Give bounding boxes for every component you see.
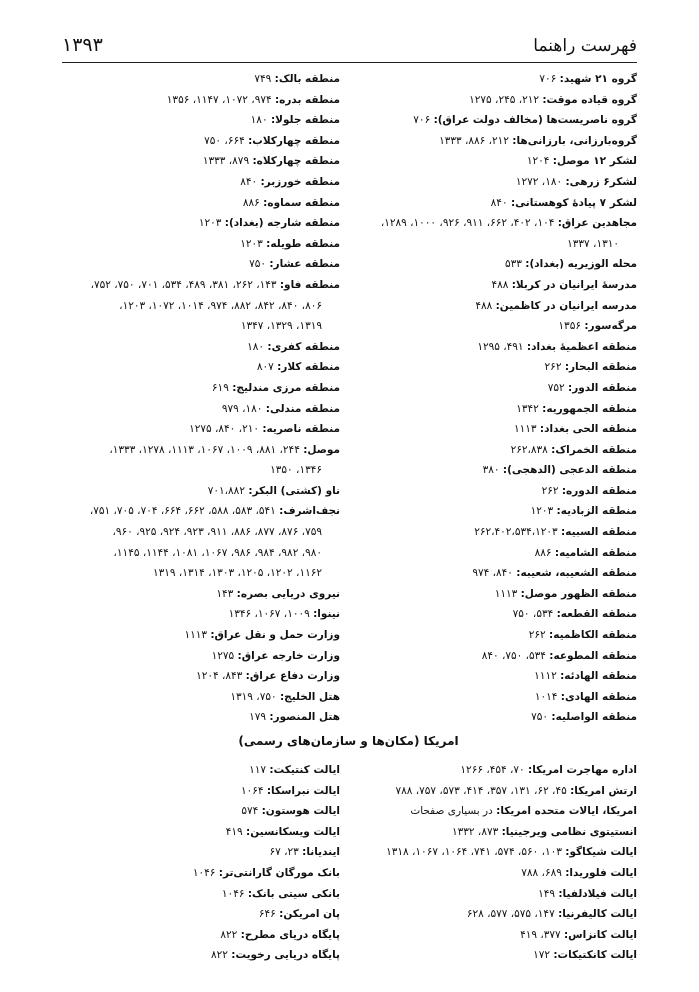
index-pages: ۲۴۴، ۸۸۱، ۱۰۰۹، ۱۰۶۷، ۱۱۱۳، ۱۲۷۸، ۱۳۳۳، bbox=[109, 443, 300, 456]
index-entry bbox=[352, 254, 637, 275]
index-term: گروه ۲۱ شهید: bbox=[559, 73, 637, 85]
index-pages: ۵۳۴، ۷۵۰، ۸۴۰ bbox=[481, 649, 546, 662]
index-pages: ۸۷۳، ۱۳۳۲ bbox=[452, 825, 499, 838]
index-entry bbox=[60, 604, 340, 625]
index-entry bbox=[352, 822, 637, 843]
index-entry bbox=[60, 801, 340, 822]
index-entry bbox=[60, 419, 340, 440]
index-term: وزارت خارجه عراق: bbox=[237, 649, 340, 662]
index-entry bbox=[352, 357, 637, 378]
index-term: منطقه الکاظمیه: bbox=[549, 629, 637, 642]
index-entry bbox=[60, 863, 340, 884]
index-pages: ۱۸۰، ۹۷۹ bbox=[221, 402, 263, 415]
index-entry bbox=[352, 563, 637, 584]
index-term: ایالت فیلادلفیا: bbox=[558, 887, 637, 900]
index-term: منطقه الزبادیه: bbox=[556, 505, 637, 518]
index-pages: ۲۶۲،۸۳۸ bbox=[510, 443, 548, 456]
index-term: مدرسهٔ ایرانیان در کربلا: bbox=[511, 278, 637, 291]
index-pages: ۳۷۷، ۴۱۹ bbox=[520, 928, 561, 941]
index-pages: ۱۱۱۳ bbox=[494, 587, 518, 600]
index-pages: ۶۱۹ bbox=[211, 381, 229, 394]
index-pages: ۲۶۲ bbox=[528, 629, 546, 642]
index-term: ایالت نبراسکا: bbox=[266, 784, 340, 797]
index-term: مجاهدین عراق: bbox=[557, 217, 637, 230]
index-pages: در بسیاری صفحات bbox=[410, 805, 493, 818]
index-term: هتل المنصور: bbox=[269, 711, 340, 724]
index-pages: ۷۴۹ bbox=[254, 73, 272, 85]
index-pages: ۷۵۰، ۱۳۱۹ bbox=[230, 690, 277, 703]
page-number: ۱۳۹۳ bbox=[62, 34, 103, 56]
index-entry bbox=[352, 666, 637, 687]
index-entry bbox=[60, 904, 340, 925]
index-pages: ۱۲۰۳ bbox=[530, 505, 554, 518]
index-entry bbox=[352, 863, 637, 884]
index-term: منطقه الشامیه: bbox=[554, 546, 637, 559]
index-term: منطقه خورزبر: bbox=[260, 175, 340, 188]
index-term: پان امریکن: bbox=[279, 908, 340, 921]
index-pages-continued: ۱۳۴۶، ۱۳۵۰ bbox=[270, 464, 322, 477]
index-entry bbox=[60, 501, 340, 522]
index-term: گروه قیاده موقت: bbox=[542, 93, 637, 106]
index-term: منطقه طویله: bbox=[266, 237, 340, 250]
index-entry bbox=[60, 666, 340, 687]
index-entry bbox=[60, 584, 340, 605]
index-term: ایالت ویسکانسین: bbox=[246, 825, 340, 838]
index-pages: ۴۸۸ bbox=[475, 299, 493, 312]
index-pages: ۲۱۲، ۲۴۵، ۱۲۷۵ bbox=[469, 93, 540, 106]
index-column-left-top bbox=[60, 69, 340, 728]
index-entry bbox=[60, 625, 340, 646]
index-entry bbox=[352, 399, 637, 420]
index-entry bbox=[352, 151, 637, 172]
index-term: منطقه الخمراک: bbox=[551, 443, 637, 456]
index-term: منطقه القطعه: bbox=[556, 608, 637, 621]
index-entry bbox=[60, 646, 340, 667]
page-header bbox=[62, 34, 637, 63]
index-entry bbox=[60, 131, 340, 152]
index-pages: ۱۸۰، ۱۲۷۲ bbox=[515, 175, 563, 188]
index-term: نینوا: bbox=[313, 608, 340, 621]
index-pages: ۸۴۰، ۹۷۴ bbox=[472, 567, 513, 580]
index-term: امریکا، ایالات متحده امریکا: bbox=[496, 805, 637, 818]
running-title: فهرست راهنما bbox=[533, 36, 637, 56]
index-entry bbox=[60, 707, 340, 728]
index-pages: ۱۳۵۶ bbox=[558, 320, 581, 333]
index-term: ناو (کشتی) البکر: bbox=[248, 484, 340, 497]
index-term: منطقه الدعجی (الدهجی): bbox=[502, 464, 637, 477]
index-entry bbox=[352, 707, 637, 728]
index-pages: ۴۸۸ bbox=[491, 278, 509, 291]
index-term: گروه‌بارزانی، بارزانی‌ها: bbox=[512, 134, 637, 147]
index-term: منطقه البحار: bbox=[564, 361, 637, 374]
index-pages: ۱۰۰۹، ۱۰۶۷، ۱۳۴۶ bbox=[228, 608, 310, 621]
index-pages: ۶۸۹، ۷۸۸ bbox=[521, 866, 562, 879]
index-entry bbox=[352, 110, 637, 131]
index-term: گروه ناصریست‌ها (مخالف دولت عراق): bbox=[433, 114, 637, 127]
index-pages: ۸۴۰ bbox=[490, 196, 508, 209]
index-term: منطقه بالک: bbox=[274, 73, 340, 85]
index-term: منطقه الواصلیه: bbox=[551, 711, 637, 724]
index-pages: ۱۲۰۳ bbox=[240, 237, 263, 250]
index-term: مدرسه ایرانیان در کاظمین: bbox=[495, 299, 637, 312]
index-pages: ۱۰۱۴ bbox=[534, 690, 558, 703]
index-pages: ۱۳۴۲ bbox=[516, 402, 539, 415]
index-term: هتل الخلیج: bbox=[279, 690, 340, 703]
index-term: بانکی سیتی بانک: bbox=[247, 887, 340, 900]
index-term: منطقه چهارکلاه: bbox=[252, 155, 340, 168]
index-pages-continued: ۱۱۶۲، ۱۲۰۲، ۱۲۰۵، ۱۳۰۳، ۱۳۱۴، ۱۳۱۹ bbox=[152, 567, 322, 580]
index-pages: ۱۸۰ bbox=[250, 114, 268, 127]
index-entry bbox=[352, 501, 637, 522]
index-entry bbox=[352, 172, 637, 193]
index-term: منطقه الظهور موصل: bbox=[520, 587, 637, 600]
index-column-left-bottom bbox=[60, 760, 340, 966]
index-pages: ۱۱۱۲ bbox=[534, 670, 557, 683]
index-pages: ۸۷۹، ۱۳۳۳ bbox=[202, 155, 250, 168]
index-pages: ۲۱۲، ۸۸۶، ۱۳۳۳ bbox=[439, 134, 509, 147]
index-term: منطقه جلولا: bbox=[270, 114, 340, 127]
index-term: منطقه المطوعه: bbox=[549, 649, 637, 662]
index-pages-continued: ۱۳۱۹، ۱۳۲۹، ۱۳۴۷ bbox=[240, 320, 322, 333]
index-term: ارتش امریکا: bbox=[570, 784, 637, 797]
index-term: ایالت فلوریدا: bbox=[565, 866, 637, 879]
index-entry bbox=[60, 213, 340, 234]
index-entry bbox=[352, 543, 637, 564]
index-entry bbox=[60, 357, 340, 378]
index-entry bbox=[60, 90, 340, 111]
index-entry bbox=[352, 604, 637, 625]
index-pages: ۲۳، ۶۷ bbox=[269, 846, 299, 859]
index-entry bbox=[60, 234, 340, 255]
index-entry bbox=[352, 275, 637, 296]
index-entry bbox=[352, 625, 637, 646]
index-term: منطقه الهادئه: bbox=[560, 670, 637, 683]
index-term: منطقه ناصریه: bbox=[262, 423, 340, 436]
index-pages: ۷۵۰ bbox=[531, 711, 549, 724]
index-term: انستیتوی نظامی ویرجینیا: bbox=[501, 825, 637, 838]
index-entry bbox=[60, 69, 340, 90]
index-entry bbox=[352, 296, 637, 317]
index-entry bbox=[352, 131, 637, 152]
index-entry bbox=[60, 822, 340, 843]
index-pages: ۲۶۲،۴۰۲،۵۳۴،۱۲۰۳ bbox=[474, 526, 558, 539]
index-term: منطقه الجمهوریه: bbox=[542, 402, 637, 415]
index-term: ایالت کانکتیکات: bbox=[553, 949, 637, 962]
index-entry bbox=[60, 760, 340, 781]
index-pages-continued: ۱۳۱۰، ۱۳۳۷ bbox=[567, 237, 619, 250]
index-entry bbox=[60, 172, 340, 193]
index-pages: ۲۶۲ bbox=[544, 361, 562, 374]
index-pages: ۸۲۲ bbox=[211, 949, 228, 962]
index-entry bbox=[352, 842, 637, 863]
index-term: منطقه الشعیبه، شعیبه: bbox=[516, 567, 637, 580]
index-pages: ۱۲۷۵ bbox=[211, 649, 235, 662]
index-term: منطقه کفری: bbox=[267, 340, 340, 353]
index-entry bbox=[60, 378, 340, 399]
index-pages: ۱۷۲ bbox=[533, 949, 550, 962]
index-entry bbox=[60, 945, 340, 966]
index-pages: ۱۰۶۴ bbox=[240, 784, 264, 797]
index-entry bbox=[352, 337, 637, 358]
index-entry bbox=[60, 687, 340, 708]
index-term: لشکر ۱۲ موصل: bbox=[552, 155, 637, 168]
index-entry bbox=[60, 399, 340, 420]
index-pages: ۱۲۰۳ bbox=[198, 217, 222, 230]
index-term: منطقه بدره: bbox=[274, 93, 340, 106]
index-term: منطقه مندلی: bbox=[265, 402, 340, 415]
index-column-right-bottom bbox=[352, 760, 637, 966]
index-entry bbox=[352, 193, 637, 214]
index-term: منطقه الدوره: bbox=[561, 484, 637, 497]
index-term: منطقه الدور: bbox=[568, 381, 637, 394]
index-pages: ۷۰، ۴۵۴، ۱۲۶۶ bbox=[460, 764, 525, 776]
index-term: پایگاه دریای مطرح: bbox=[240, 928, 340, 941]
index-term: ایالت کانزاس: bbox=[563, 928, 637, 941]
index-term: وزارت دفاع عراق: bbox=[245, 670, 340, 683]
index-entry bbox=[352, 213, 637, 234]
index-pages: ۵۴۱، ۵۸۳، ۵۸۸، ۶۶۲، ۶۶۴، ۷۰۴، ۷۰۵، ۷۵۱، bbox=[89, 505, 276, 518]
index-entry bbox=[352, 584, 637, 605]
index-entry bbox=[352, 419, 637, 440]
index-term: موصل: bbox=[303, 443, 340, 456]
index-pages: ۷۰۶ bbox=[539, 73, 557, 85]
index-entry bbox=[60, 440, 340, 461]
index-pages-continued: ۹۸۰، ۹۸۲، ۹۸۴، ۹۸۶، ۱۰۶۷، ۱۰۸۱، ۱۱۴۴، ۱۱۴۵، bbox=[113, 546, 322, 559]
index-entry bbox=[352, 904, 637, 925]
index-term: منطقه الحی بغداد: bbox=[539, 423, 637, 436]
index-entry bbox=[60, 842, 340, 863]
index-entry bbox=[60, 481, 340, 502]
index-term: نیروی دریایی بصره: bbox=[236, 587, 340, 600]
index-column-right-top bbox=[352, 69, 637, 728]
index-pages: ۶۴۶ bbox=[258, 908, 276, 921]
index-pages: ۸۸۶ bbox=[534, 546, 552, 559]
index-term: محله الوزیریه (بغداد): bbox=[525, 258, 637, 271]
index-term: ایالت هوستون: bbox=[261, 805, 340, 818]
index-entry bbox=[352, 460, 637, 481]
index-pages: ۷۵۰ bbox=[249, 258, 267, 271]
index-term: منطقه کلار: bbox=[277, 361, 340, 374]
index-term: منطقه الهادی: bbox=[560, 690, 637, 703]
index-pages: ۱۱۷ bbox=[249, 764, 267, 776]
index-pages: ۵۳۴، ۷۵۰ bbox=[512, 608, 554, 621]
index-term: منطقه فاو: bbox=[279, 278, 340, 291]
index-term: ایالت شیکاگو: bbox=[565, 846, 637, 859]
index-pages: ۴۹۱، ۱۲۹۵ bbox=[477, 340, 524, 353]
index-pages: ۵۷۴ bbox=[241, 805, 259, 818]
index-entry bbox=[352, 925, 637, 946]
index-entry bbox=[352, 440, 637, 461]
index-term: ایالت کنتیکت: bbox=[269, 764, 340, 776]
index-entry bbox=[352, 781, 637, 802]
index-pages: ۴۵، ۶۲، ۱۳۱، ۳۵۷، ۴۱۴، ۵۷۳، ۷۵۷، ۷۸۸ bbox=[395, 784, 567, 797]
index-pages: ۸۸۶ bbox=[242, 196, 260, 209]
index-term: منطقه السبیه: bbox=[561, 526, 637, 539]
index-term: منطقه سماوه: bbox=[263, 196, 340, 209]
index-pages: ۱۰۴، ۴۰۲، ۶۶۲، ۹۱۱، ۹۲۶، ۱۰۰۰، ۱۲۸۹، bbox=[380, 217, 555, 230]
index-pages-continued: ۸۰۶، ۸۴۰، ۸۴۲، ۸۸۲، ۹۷۴، ۱۰۱۴، ۱۰۷۲، ۱۲۰۳، bbox=[119, 299, 322, 312]
index-entry bbox=[60, 925, 340, 946]
index-entry bbox=[60, 254, 340, 275]
index-term: لشکر ۷ پیادهٔ کوهستانی: bbox=[510, 196, 637, 209]
index-pages: ۶۶۴، ۷۵۰ bbox=[204, 134, 245, 147]
index-pages: ۱۴۳ bbox=[216, 587, 234, 600]
index-pages: ۱۰۳، ۵۶۰، ۵۷۴، ۷۴۱، ۱۰۶۴، ۱۰۶۷، ۱۳۱۸ bbox=[386, 846, 562, 859]
index-pages: ۸۲۲ bbox=[220, 928, 238, 941]
index-entry bbox=[352, 884, 637, 905]
index-pages: ۱۷۹ bbox=[249, 711, 267, 724]
index-pages: ۷۰۶ bbox=[413, 114, 431, 127]
index-term: منطقه عشار: bbox=[269, 258, 340, 271]
index-entry bbox=[352, 687, 637, 708]
index-entry bbox=[352, 481, 637, 502]
index-entry bbox=[60, 337, 340, 358]
index-term: ایندیانا: bbox=[302, 846, 340, 859]
index-term: اداره مهاجرت امریکا: bbox=[528, 764, 637, 776]
index-pages: ۵۳۳ bbox=[505, 258, 522, 271]
index-term: نجف‌اشرف: bbox=[279, 505, 340, 518]
index-pages-continued: ۷۵۹، ۸۷۶، ۸۷۷، ۸۸۶، ۹۱۱، ۹۲۳، ۹۲۴، ۹۲۵، ۹۶۰، bbox=[112, 526, 322, 539]
index-entry bbox=[60, 884, 340, 905]
index-pages: ۱۱۱۳ bbox=[184, 629, 207, 642]
index-term: منطقه مرزی مندلیج: bbox=[232, 381, 340, 394]
section-heading: امریکا (مکان‌ها و سازمان‌های رسمی) bbox=[238, 734, 459, 748]
index-pages: ۱۴۳، ۲۶۲، ۳۸۱، ۴۸۹، ۵۳۴، ۷۰۱، ۷۵۰، ۷۵۲، bbox=[90, 278, 277, 291]
index-pages: ۸۴۰ bbox=[240, 175, 258, 188]
index-entry bbox=[352, 801, 637, 822]
index-pages: ۸۰۷ bbox=[256, 361, 274, 374]
index-term: وزارت حمل و نقل عراق: bbox=[210, 629, 340, 642]
index-pages: ۷۵۲ bbox=[547, 381, 565, 394]
index-pages: ۳۸۰ bbox=[482, 464, 500, 477]
index-pages: ۲۱۰، ۸۴۰، ۱۲۷۵ bbox=[189, 423, 259, 436]
index-pages: ۷۰۱،۸۸۲ bbox=[207, 484, 245, 497]
index-pages: ۴۱۹ bbox=[225, 825, 243, 838]
index-entry bbox=[352, 378, 637, 399]
index-pages: ۱۴۷، ۵۷۵، ۵۷۷، ۶۲۸ bbox=[466, 908, 555, 921]
index-term: پایگاه دریایی رخویت: bbox=[231, 949, 340, 962]
index-entry bbox=[60, 110, 340, 131]
index-pages: ۱۸۰ bbox=[247, 340, 265, 353]
index-pages: ۲۶۲ bbox=[541, 484, 559, 497]
index-pages: ۹۷۴، ۱۰۷۲، ۱۱۴۷، ۱۳۵۶ bbox=[166, 93, 272, 106]
index-entry bbox=[60, 781, 340, 802]
index-term: مرگه‌سور: bbox=[584, 320, 637, 333]
index-entry bbox=[60, 193, 340, 214]
index-entry bbox=[352, 760, 637, 781]
index-entry bbox=[60, 275, 340, 296]
index-term: بانک مورگان گارانتی‌تر: bbox=[218, 866, 340, 879]
index-term: منطقه شارجه (بغداد): bbox=[224, 217, 340, 230]
index-entry bbox=[352, 646, 637, 667]
index-pages: ۱۰۴۶ bbox=[221, 887, 245, 900]
index-pages: ۱۴۹ bbox=[538, 887, 555, 900]
index-entry bbox=[352, 69, 637, 90]
index-term: ایالت کالیفرنیا: bbox=[558, 908, 637, 921]
index-entry bbox=[352, 90, 637, 111]
index-term: منطقه چهارکلاب: bbox=[248, 134, 340, 147]
index-entry bbox=[352, 316, 637, 337]
index-entry bbox=[60, 151, 340, 172]
index-pages: ۸۴۳، ۱۲۰۴ bbox=[196, 670, 243, 683]
index-term: لشکر۶ زرهی: bbox=[565, 175, 637, 188]
index-pages: ۱۱۱۳ bbox=[513, 423, 537, 436]
index-entry bbox=[352, 945, 637, 966]
index-entry bbox=[352, 522, 637, 543]
index-pages: ۱۰۴۶ bbox=[192, 866, 216, 879]
index-pages: ۱۲۰۴ bbox=[526, 155, 550, 168]
index-term: منطقه اعظمیهٔ بغداد: bbox=[526, 340, 637, 353]
